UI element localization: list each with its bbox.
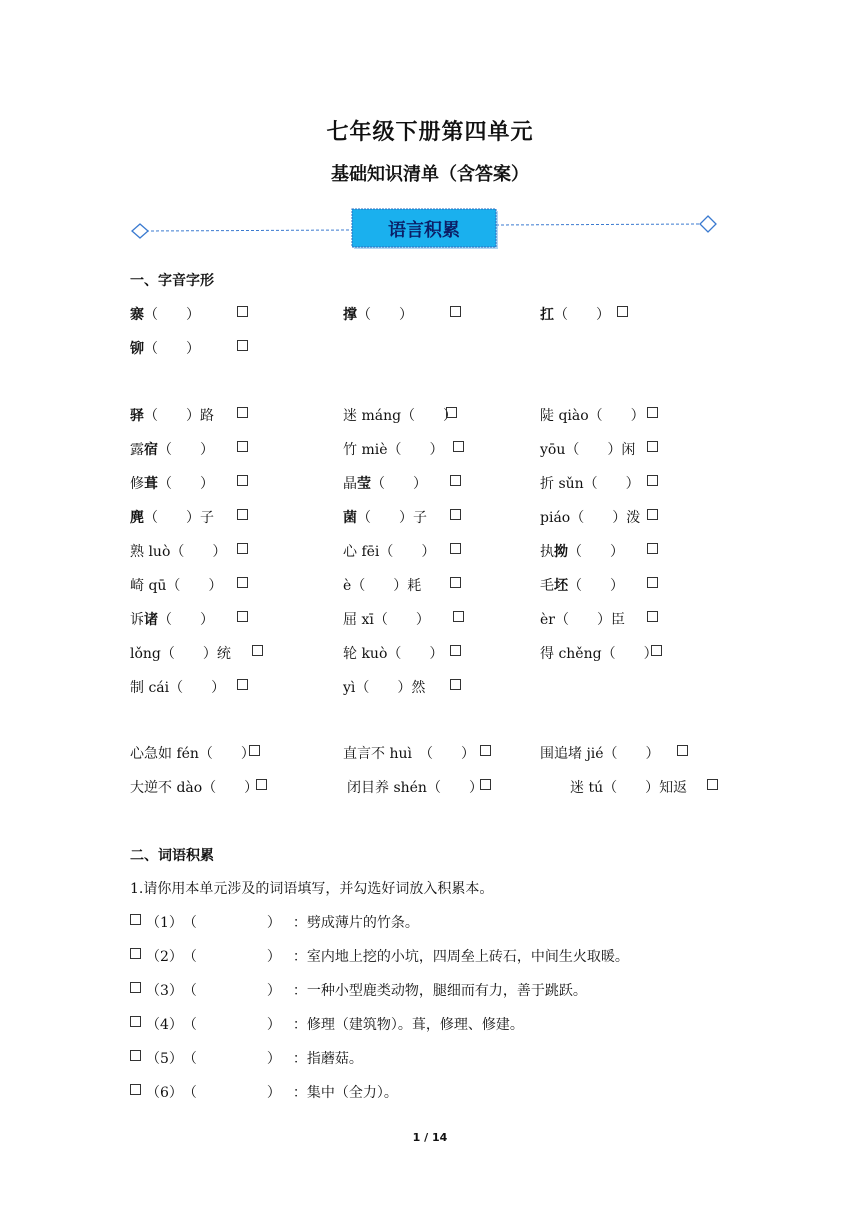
vocab-blank: （ ）	[182, 915, 281, 931]
checkbox[interactable]	[647, 475, 658, 486]
char-suffix: （ ）	[158, 442, 214, 458]
page-title: 七年级下册第四单元	[326, 119, 534, 145]
char-prefix: 得 chěng（ ）	[540, 646, 658, 662]
vocab-def: ：修理（建筑物）。葺，修理、修建。	[292, 1017, 524, 1033]
target-char: 拗	[554, 544, 568, 560]
checkbox[interactable]	[249, 745, 260, 756]
vocab-blank: （ ）	[182, 949, 281, 965]
char-suffix: （ ）子	[357, 510, 427, 526]
char-item	[130, 643, 231, 663]
char-suffix: （ ）	[158, 476, 214, 492]
char-prefix: lǒng（ ）统	[130, 646, 231, 662]
checkbox[interactable]	[617, 306, 628, 317]
char-item	[540, 643, 658, 663]
checkbox[interactable]	[647, 441, 658, 452]
char-prefix: 熟 luò（ ）	[130, 544, 227, 560]
vocab-item	[146, 1014, 524, 1034]
checkbox[interactable]	[237, 679, 248, 690]
target-char: 寨	[130, 307, 144, 323]
checkbox[interactable]	[450, 543, 461, 554]
checkbox[interactable]	[237, 577, 248, 588]
target-char: 撑	[343, 307, 357, 323]
char-item	[130, 541, 226, 561]
checkbox[interactable]	[237, 441, 248, 452]
checkbox[interactable]	[450, 306, 461, 317]
char-suffix: （ ）	[371, 476, 427, 492]
target-char: 扛	[540, 307, 554, 323]
char-suffix: （ ）	[158, 612, 214, 628]
checkbox[interactable]	[446, 407, 457, 418]
banner-left-line	[146, 230, 352, 231]
char-item	[130, 439, 214, 459]
char-prefix: 修	[130, 476, 144, 492]
banner-left-diamond-icon	[132, 224, 148, 238]
target-char: 诸	[144, 612, 158, 628]
target-char: 菌	[343, 510, 357, 526]
char-item	[130, 609, 214, 629]
checkbox[interactable]	[237, 475, 248, 486]
vocab-item	[146, 1082, 398, 1102]
char-suffix: （ ）	[144, 341, 200, 357]
banner-right-diamond-icon	[700, 216, 716, 232]
checkbox[interactable]	[647, 577, 658, 588]
vocab-blank: （ ）	[182, 983, 281, 999]
idiom-item: 直言不 huì （ ）	[343, 746, 475, 762]
char-item	[343, 473, 427, 493]
section-banner	[130, 208, 722, 252]
banner-right-line	[496, 224, 702, 225]
instruction-text: 1.请你用本单元涉及的词语填写，并勾选好词放入积累本。	[130, 881, 494, 897]
checkbox[interactable]	[237, 306, 248, 317]
char-prefix: yōu（ ）闲	[540, 442, 636, 458]
checkbox[interactable]	[256, 779, 267, 790]
char-prefix: 竹 miè（ ）	[343, 442, 444, 458]
char-item	[130, 338, 200, 358]
vocab-item	[146, 912, 419, 932]
checkbox[interactable]	[130, 1050, 141, 1061]
char-prefix: è（ ）耗	[343, 578, 422, 594]
vocab-blank: （ ）	[182, 1017, 281, 1033]
char-prefix: 诉	[130, 612, 144, 628]
idiom-item: 大逆不 dào（ ）	[130, 780, 259, 796]
char-item	[343, 677, 425, 697]
section-heading-2: 二、词语积累	[130, 848, 214, 864]
vocab-num: （5）	[146, 1051, 183, 1067]
checkbox[interactable]	[453, 611, 464, 622]
target-char: 宿	[144, 442, 158, 458]
vocab-item	[146, 980, 587, 1000]
checkbox[interactable]	[647, 543, 658, 554]
char-item	[130, 473, 214, 493]
vocab-num: （1）	[146, 915, 183, 931]
char-item	[130, 405, 214, 425]
char-prefix: yì（ ）然	[343, 680, 426, 696]
idiom-item: 围追堵 jié（ ）	[540, 746, 660, 762]
char-item	[343, 643, 443, 663]
page-subtitle: 基础知识清单（含答案）	[331, 164, 529, 185]
vocab-def: ：集中（全力）。	[292, 1085, 398, 1101]
char-item	[343, 507, 427, 527]
char-suffix: （ ）	[144, 307, 200, 323]
vocab-def: ：一种小型鹿类动物，腿细而有力，善于跳跃。	[292, 983, 587, 999]
checkbox[interactable]	[450, 645, 461, 656]
char-item	[540, 575, 624, 595]
checkbox[interactable]	[130, 914, 141, 925]
target-char: 莹	[357, 476, 371, 492]
checkbox[interactable]	[647, 611, 658, 622]
char-item	[343, 405, 457, 425]
idiom-item: 心急如 fén（ ）	[130, 746, 255, 762]
checkbox[interactable]	[252, 645, 263, 656]
vocab-num: （6）	[146, 1085, 183, 1101]
char-prefix: 崎 qū（ ）	[130, 578, 223, 594]
vocab-blank: （ ）	[182, 1051, 281, 1067]
vocab-num: （2）	[146, 949, 183, 965]
checkbox[interactable]	[450, 509, 461, 520]
checkbox[interactable]	[453, 441, 464, 452]
checkbox[interactable]	[130, 982, 141, 993]
char-suffix: （ ）	[554, 307, 610, 323]
checkbox[interactable]	[130, 1016, 141, 1027]
char-prefix: 执	[540, 544, 554, 560]
char-prefix: 晶	[343, 476, 357, 492]
checkbox[interactable]	[450, 679, 461, 690]
idiom-item: 闭目养 shén（ ）	[347, 780, 483, 796]
vocab-item	[146, 1048, 363, 1068]
char-item	[130, 304, 200, 324]
idiom-item: 迷 tú（ ）知返	[570, 780, 688, 796]
checkbox[interactable]	[647, 509, 658, 520]
vocab-item	[146, 946, 629, 966]
char-item	[343, 541, 435, 561]
target-char: 驿	[130, 408, 144, 424]
checkbox[interactable]	[237, 509, 248, 520]
target-char: 铆	[130, 341, 144, 357]
char-suffix: （ ）	[357, 307, 413, 323]
char-item	[540, 439, 635, 459]
checkbox[interactable]	[450, 475, 461, 486]
char-prefix: 迷 máng（ ）	[343, 408, 458, 424]
vocab-blank: （ ）	[182, 1085, 281, 1101]
char-item	[540, 473, 640, 493]
char-prefix: 露	[130, 442, 144, 458]
banner-label: 语言积累	[388, 220, 460, 241]
page-number: 1 / 14	[412, 1131, 448, 1144]
checkbox[interactable]	[237, 543, 248, 554]
char-suffix: （ ）	[568, 578, 624, 594]
checkbox[interactable]	[480, 745, 491, 756]
checkbox[interactable]	[237, 407, 248, 418]
checkbox[interactable]	[130, 1084, 141, 1095]
char-item	[130, 507, 214, 527]
checkbox[interactable]	[647, 407, 658, 418]
char-item	[343, 575, 421, 595]
char-item	[343, 304, 413, 324]
char-item	[343, 609, 430, 629]
checkbox[interactable]	[450, 577, 461, 588]
char-item	[343, 439, 444, 459]
checkbox[interactable]	[651, 645, 662, 656]
checkbox[interactable]	[237, 340, 248, 351]
char-prefix: 毛	[540, 578, 554, 594]
char-prefix: piáo（ ）泼	[540, 510, 641, 526]
char-item	[130, 575, 222, 595]
target-char: 葺	[144, 476, 158, 492]
char-prefix: 屈 xī（ ）	[343, 612, 430, 628]
char-suffix: （ ）	[568, 544, 624, 560]
target-char: 坯	[554, 578, 568, 594]
char-item	[540, 405, 645, 425]
char-item	[540, 541, 624, 561]
char-prefix: 轮 kuò（ ）	[343, 646, 444, 662]
target-char: 麂	[130, 510, 144, 526]
char-item	[130, 677, 225, 697]
checkbox[interactable]	[237, 611, 248, 622]
char-prefix: 心 fēi（ ）	[343, 544, 436, 560]
vocab-def: ：室内地上挖的小坑，四周垒上砖石，中间生火取暖。	[292, 949, 629, 965]
checkbox[interactable]	[480, 779, 491, 790]
vocab-def: ：指蘑菇。	[292, 1051, 363, 1067]
vocab-num: （4）	[146, 1017, 183, 1033]
char-item	[540, 609, 625, 629]
char-item	[540, 507, 640, 527]
vocab-def: ：劈成薄片的竹条。	[292, 915, 419, 931]
section-heading-1: 一、字音字形	[130, 273, 214, 289]
char-suffix: （ ）子	[144, 510, 214, 526]
char-item	[540, 304, 610, 324]
vocab-num: （3）	[146, 983, 183, 999]
char-suffix: （ ）路	[144, 408, 214, 424]
checkbox[interactable]	[707, 779, 718, 790]
char-prefix: 折 sǔn（ ）	[540, 476, 640, 492]
char-prefix: 制 cái（ ）	[130, 680, 226, 696]
char-prefix: èr（ ）臣	[540, 612, 625, 628]
checkbox[interactable]	[130, 948, 141, 959]
checkbox[interactable]	[677, 745, 688, 756]
char-prefix: 陡 qiào（ ）	[540, 408, 645, 424]
